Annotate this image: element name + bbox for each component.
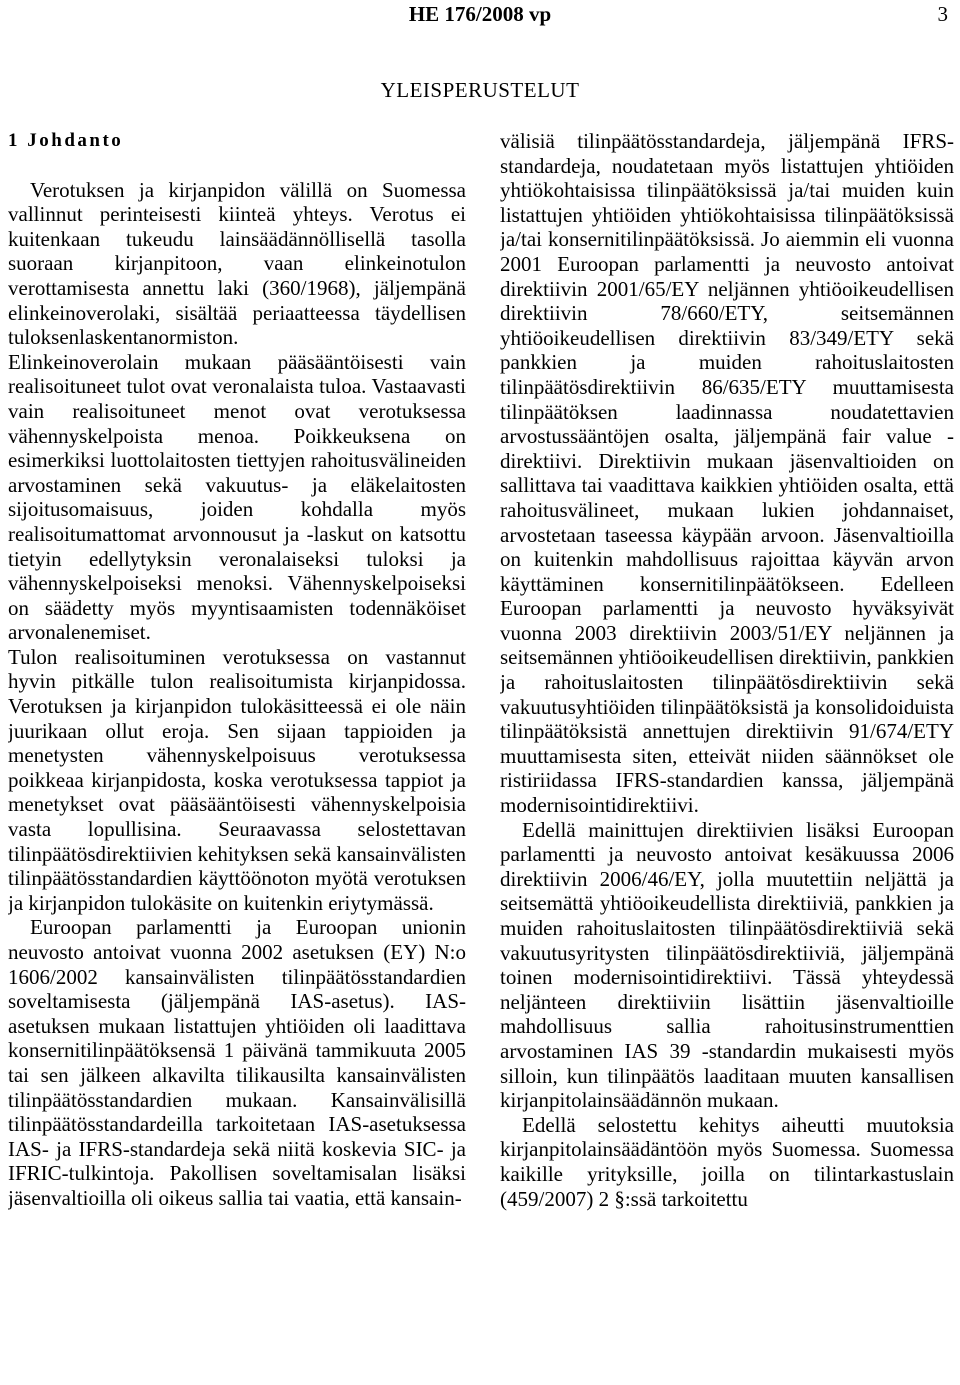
paragraph: Verotuksen ja kirjanpidon välillä on Suomessa vallinnut perinteisesti kiinteä yhteys. Verotus ei kuitenkaan tukeudu lainsäädännöllisellä tasolla suoraan kirjanpitoon, vaan elinkeinotulon verottamisesta annettu laki (360/1968), jäljempänä elinkeinoverolaki, sisältää periaatteessa täydellisen tuloksenlaskentanormiston. bbox=[8, 177, 466, 350]
left-column bbox=[8, 129, 466, 1385]
paragraph: Edellä mainittujen direktiivien lisäksi Euroopan parlamentti ja neuvosto antoivat kesäkuussa 2006 direktiivin 2006/46/EY, jolla muutettiin neljättä ja seitsemättä yhtiöoikeudellista direktiiviä, pankkien ja muiden rahoituslaitosten tilinpäätösdirektiiviä sekä vakuutusyritysten tilinpäätösdirektiiviä, jäljempänä toinen modernisointidirektiivi. Tässä yhteydessä neljänteen direktiiviin lisättiin jäsenvaltioille mahdollisuus sallia rahoitusinstrumenttien arvostaminen IAS 39 -standardin mukaisesti myös silloin, kun tilinpäätös laaditaan muuten kansallisen kirjanpitolainsäädännön mukaan. bbox=[500, 817, 954, 1113]
paragraph: Euroopan parlamentti ja Euroopan unionin neuvosto antoivat vuonna 2002 asetuksen (EY) N:o 1606/2002 kansainvälisten tilinpäätösstandardien soveltamisesta (jäljempänä IAS-asetus). IAS-asetuksen mukaan listattujen yhtiöiden oli laadittava konsernitilinpäätöksensä 1 päivänä tammikuuta 2005 tai sen jälkeen alkavilta tilikausilta kansainvälisten tilinpäätösstandardien mukaan. Kansainvälisillä tilinpäätösstandardeilla tarkoitetaan IAS-asetuksessa IAS- ja IFRS-standardeja sekä niitä koskevia SIC- ja IFRIC-tulkintoja. Pakollisen soveltamisalan lisäksi jäsenvaltioilla oli oikeus sallia tai vaatia, että kansain- bbox=[8, 915, 466, 1210]
document-id: HE 176/2008 vp bbox=[408, 2, 552, 26]
chapter-heading: 1 Johdanto bbox=[8, 130, 124, 151]
paragraph: Tulon realisoituminen verotuksessa on vastannut hyvin pitkälle tulon realisoitumista kirjanpidossa. Verotuksen ja kirjanpidon tulokäsitteessä ei ole näin juurikaan ollut eroja. Sen sijaan tappioiden ja menetysten vähennyskelpoisuus verotuksessa poikkeaa kirjanpidosta, koska verotuksessa tappiot ja menetykset ovat pääsääntöisesti vähennyskelpoisia vasta lopullisina. Seuraavassa selostettavan tilinpäätösdirektiivien kehityksen sekä kansainvälisten tilinpäätösstandardien käyttöönoton myötä verotuksen ja kirjanpidon tulokäsite on kuitenkin eriytymässä. bbox=[8, 644, 466, 915]
paragraph: Edellä selostettu kehitys aiheutti muutoksia kirjanpitolainsäädäntöön myös Suomessa. Suomessa kaikille yrityksille, joilla on tilintarkastuslain (459/2007) 2 §:ssä tarkoitettu bbox=[500, 1112, 954, 1211]
right-column bbox=[500, 129, 954, 1385]
paragraph: välisiä tilinpäätösstandardeja, jäljempänä IFRS-standardeja, noudatetaan myös listattujen yhtiöiden yhtiökohtaisissa tilinpäätöksissä ja/tai muiden kuin listattujen yhtiöiden yhtiökohtaisissa tilinpäätöksissä ja/tai konsernitilinpäätöksissä. Jo aiemmin eli vuonna 2001 Euroopan parlamentti ja neuvosto antoivat direktiivin 2001/65/EY neljännen yhtiöoikeudellisen direktiivin 78/660/ETY, seitsemännen yhtiöoikeudellisen direktiivin 83/349/ETY sekä pankkien ja muiden rahoituslaitosten tilinpäätösdirektiivin 86/635/ETY muuttamisesta tilinpäätöksen laadinnassa noudatettavien arvostussääntöjen osalta, jäljempänä fair value -direktiivi. Direktiivin mukaan jäsenvaltioiden on sallittava tai vaadittava kaikkien yhtiöiden osalta, että rahoitusvälineet, mukaan lukien johdannaiset, arvostetaan taseessa käypään arvoon. Jäsenvaltioilla on kuitenkin mahdollisuus rajoittaa käyvän arvon käyttäminen konsernitilinpäätökseen. Edelleen Euroopan parlamentti ja neuvosto hyväksyivät vuonna 2003 direktiivin 2003/51/EY neljännen ja seitsemännen yhtiöoikeudellisen direktiivin, pankkien ja rahoituslaitosten tilinpäätösdirektiivin sekä vakuutusyhtiöiden tilinpäätöksistä ja konsolidoiduista tilinpäätöksistä annettujen direktiivin 91/674/ETY muuttamisesta siten, etteivät niiden säännökset ole ristiriidassa IFRS-standardien kanssa, jäljempänä modernisointidirektiivi. bbox=[500, 129, 954, 818]
paragraph: Elinkeinoverolain mukaan pääsääntöisesti vain realisoituneet tulot ovat veronalaista tuloa. Vastaavasti vain realisoituneet menot ovat verotuksessa vähennyskelpoista menoa. Poikkeuksena on esimerkiksi luottolaitosten tiettyjen rahoitusvälineiden arvostaminen sekä vakuutus- ja eläkelaitosten sijoitusomaisuus, joiden kohdalla myös realisoitumattomat arvonnousut ja -laskut on katsottu tietyin edellytyksin veronalaiseksi tuloksi ja vähennyskelpoiseksi menoksi. Vähennyskelpoiseksi on säädetty myös myyntisaamisten todennäköiset arvonalenemiset. bbox=[8, 349, 466, 645]
section-title: YLEISPERUSTELUT bbox=[380, 78, 580, 102]
page-header bbox=[0, 0, 960, 40]
page-number: 3 bbox=[937, 2, 948, 26]
